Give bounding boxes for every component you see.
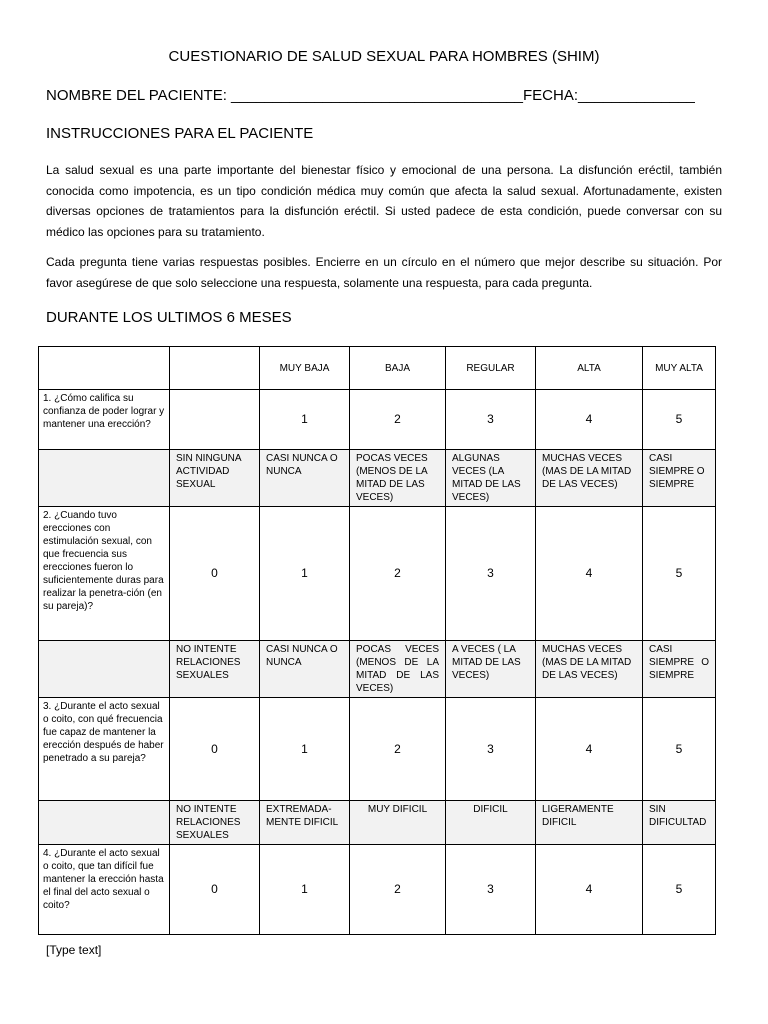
question-text: 1. ¿Cómo califica su confianza de poder lograr y mantener una erección? — [39, 390, 170, 450]
score-cell[interactable]: 0 — [170, 845, 260, 935]
question-row-1 — [39, 390, 716, 450]
table-header-row — [39, 347, 716, 390]
patient-name-date-line: NOMBRE DEL PACIENTE: ___________________________________FECHA:______________ — [46, 87, 695, 104]
score-cell[interactable]: 3 — [446, 390, 536, 450]
options-row-2 — [39, 450, 716, 507]
empty-cell — [39, 641, 170, 698]
score-cell[interactable] — [170, 390, 260, 450]
score-cell[interactable]: 1 — [260, 390, 350, 450]
option-label: LIGERAMENTE DIFICIL — [536, 801, 643, 845]
option-label: ALGUNAS VECES (LA MITAD DE LAS VECES) — [446, 450, 536, 507]
header-cell: BAJA — [350, 347, 446, 390]
header-cell: REGULAR — [446, 347, 536, 390]
option-label: CASI NUNCA O NUNCA — [260, 641, 350, 698]
options-row-4 — [39, 801, 716, 845]
score-cell[interactable]: 2 — [350, 390, 446, 450]
score-cell[interactable]: 0 — [170, 507, 260, 641]
option-label: CASI NUNCA O NUNCA — [260, 450, 350, 507]
question-row-2 — [39, 507, 716, 641]
score-cell[interactable]: 4 — [536, 845, 643, 935]
options-row-3 — [39, 641, 716, 698]
score-cell[interactable]: 3 — [446, 507, 536, 641]
question-row-4 — [39, 845, 716, 935]
option-label: MUCHAS VECES (MAS DE LA MITAD DE LAS VECES) — [536, 641, 643, 698]
option-label: EXTREMADA-MENTE DIFICIL — [260, 801, 350, 845]
score-cell[interactable]: 3 — [446, 845, 536, 935]
score-cell[interactable]: 5 — [643, 507, 716, 641]
option-label: MUCHAS VECES (MAS DE LA MITAD DE LAS VECES) — [536, 450, 643, 507]
score-cell[interactable]: 1 — [260, 698, 350, 801]
option-label: POCAS VECES (MENOS DE LA MITAD DE LAS VECES) — [350, 641, 446, 698]
header-cell: ALTA — [536, 347, 643, 390]
instructions-heading: INSTRUCCIONES PARA EL PACIENTE — [46, 125, 314, 142]
score-cell[interactable]: 4 — [536, 698, 643, 801]
score-cell[interactable]: 5 — [643, 390, 716, 450]
option-label: MUY DIFICIL — [350, 801, 446, 845]
score-cell[interactable]: 0 — [170, 698, 260, 801]
option-label: DIFICIL — [446, 801, 536, 845]
score-cell[interactable]: 1 — [260, 845, 350, 935]
score-cell[interactable]: 2 — [350, 845, 446, 935]
option-label: SIN NINGUNA ACTIVIDAD SEXUAL — [170, 450, 260, 507]
score-cell[interactable]: 4 — [536, 390, 643, 450]
option-label: CASI SIEMPRE O SIEMPRE — [643, 450, 716, 507]
header-cell — [170, 347, 260, 390]
score-cell[interactable]: 2 — [350, 698, 446, 801]
option-label: NO INTENTE RELACIONES SEXUALES — [170, 801, 260, 845]
header-cell: MUY ALTA — [643, 347, 716, 390]
question-text: 3. ¿Durante el acto sexual o coito, con qué frecuencia fue capaz de mantener la erección después de haber penetrado a su pareja? — [39, 698, 170, 801]
intro-paragraph: La salud sexual es una parte importante del bienestar físico y emocional de una persona. La disfunción eréctil, también conocida como impotencia, es un tipo condición médica muy común que afecta la salud sexual. Afortunadamente, existen diversas opciones de tratamientos para la disfunción eréctil. Si usted padece de esta condición, puede conversar con su médico las opciones para su tratamiento. — [46, 163, 722, 239]
document-title: CUESTIONARIO DE SALUD SEXUAL PARA HOMBRES (SHIM) — [168, 48, 600, 65]
option-label: NO INTENTE RELACIONES SEXUALES — [170, 641, 260, 698]
instructions-paragraph: Cada pregunta tiene varias respuestas posibles. Encierre en un círculo en el número que mejor describe su situación. Por favor asegúrese de que solo seleccione una respuesta, solamente una respuesta, para cada pregunta. — [46, 255, 722, 290]
option-label: POCAS VECES (MENOS DE LA MITAD DE LAS VECES) — [350, 450, 446, 507]
option-label: A VECES ( LA MITAD DE LAS VECES) — [446, 641, 536, 698]
empty-cell — [39, 801, 170, 845]
empty-cell — [39, 450, 170, 507]
score-cell[interactable]: 2 — [350, 507, 446, 641]
question-text: 2. ¿Cuando tuvo erecciones con estimulación sexual, con que frecuencia sus erecciones fueron lo suficientemente duras para realizar la penetra-ción (en su pareja)? — [39, 507, 170, 641]
score-cell[interactable]: 4 — [536, 507, 643, 641]
score-cell[interactable]: 3 — [446, 698, 536, 801]
question-row-3 — [39, 698, 716, 801]
option-label: CASI SIEMPRE O SIEMPRE — [643, 641, 716, 698]
score-cell[interactable]: 1 — [260, 507, 350, 641]
option-label: SIN DIFICULTAD — [643, 801, 716, 845]
score-cell[interactable]: 5 — [643, 845, 716, 935]
shim-questionnaire-table — [38, 346, 716, 935]
header-cell — [39, 347, 170, 390]
footer-placeholder: [Type text] — [46, 943, 102, 957]
score-cell[interactable]: 5 — [643, 698, 716, 801]
period-heading: DURANTE LOS ULTIMOS 6 MESES — [46, 309, 292, 326]
header-cell: MUY BAJA — [260, 347, 350, 390]
question-text: 4. ¿Durante el acto sexual o coito, que tan difícil fue mantener la erección hasta el final del acto sexual o coito? — [39, 845, 170, 935]
